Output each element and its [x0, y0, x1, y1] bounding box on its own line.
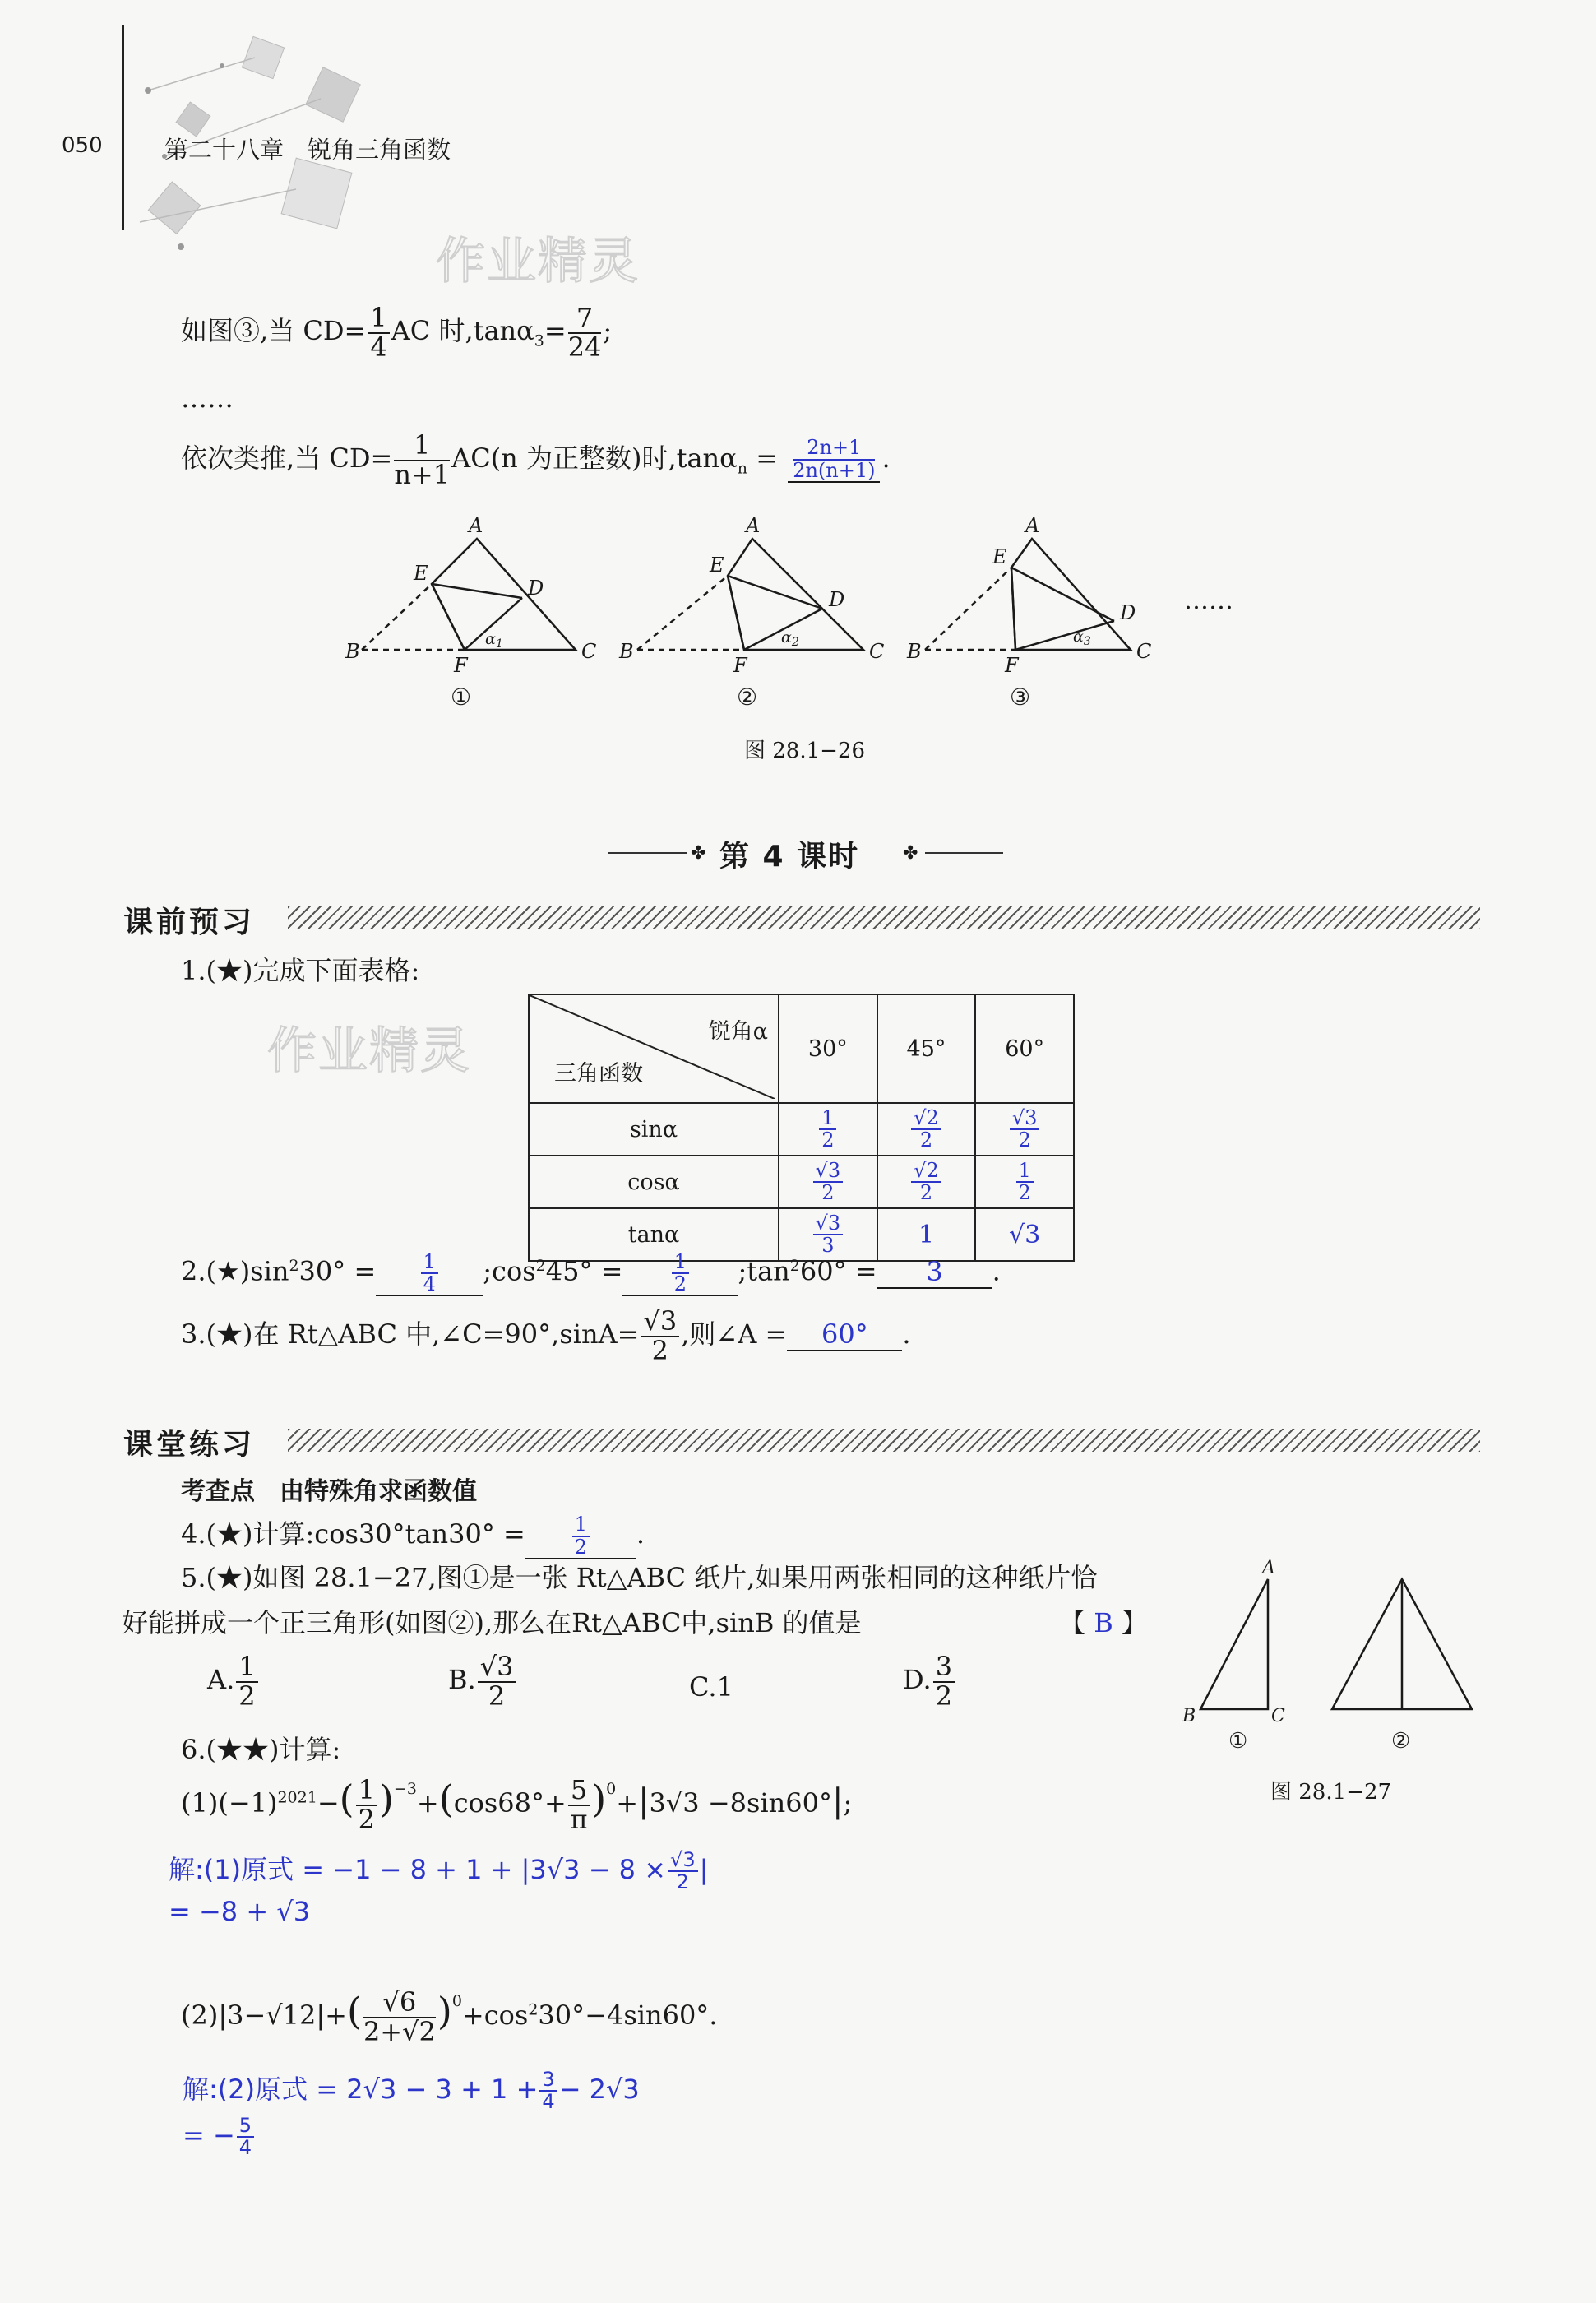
fig26-label-D2: D: [829, 588, 845, 611]
table-head-45: 45°: [877, 994, 976, 1103]
trig-table: [528, 994, 1075, 1262]
fig26-circled-3: ③: [1010, 683, 1031, 711]
fig27-circled-1: ①: [1228, 1729, 1248, 1754]
fig26-label-F2: F: [733, 654, 747, 677]
fig27-label-B: B: [1182, 1706, 1196, 1726]
q6-problem-2: (2)|3−√12|+( $\frac{√6}{2+√2}$ )$^0+\cos^230^\circ-4\sin 60^\circ$.: [181, 1986, 718, 2047]
intro-line-1: 如图③,当 CD= $\frac{1}{4}$ AC 时,tanα$_3$= $\frac{7}{24}$ ;: [181, 302, 613, 363]
fig26-label-E1: E: [414, 562, 428, 585]
q5-line2: 好能拼成一个正三角形(如图②),那么在Rt△ABC中,sinB 的值是: [122, 1607, 862, 1638]
section-preview-hatch: [288, 906, 1480, 929]
fig26-label-E3: E: [992, 545, 1007, 568]
q6-solution-2-line2: = − $\frac{5}{4}$: [183, 2115, 256, 2158]
q5-option-a: A. $\frac{1}{2}$: [207, 1653, 260, 1710]
chapter-title: 第二十八章 锐角三角函数: [164, 136, 451, 164]
lesson-rule-right: [925, 852, 1003, 854]
fig26-label-D3: D: [1120, 601, 1136, 624]
fig26-label-D1: D: [528, 577, 544, 600]
page-number: 050: [62, 133, 103, 158]
intro-ellipsis: ……: [181, 382, 234, 414]
fig26-label-C2: C: [869, 640, 885, 663]
table-row-tan: tanα: [529, 1208, 779, 1261]
table-row-cos: cosα: [529, 1156, 779, 1208]
q6-solution-1-line2: = −8 + √3: [169, 1896, 311, 1927]
fig26-label-E2: E: [710, 554, 724, 577]
fig26-label-B3: B: [907, 640, 922, 663]
q2: $2.(★)\sin^230^\circ$ = $\frac{1}{4}$ $;\cos^245^\circ$ = $\frac{1}{2}$ $;\tan^260^\circ = 3$ .: [181, 1250, 1001, 1296]
section-preview-title: 课前预习: [123, 906, 256, 939]
fig27-circled-2: ②: [1391, 1729, 1411, 1754]
cell-sin30: $\frac{1}{2}$: [779, 1103, 877, 1156]
section-practice-hatch: [288, 1429, 1480, 1452]
q5-option-d: D. $\frac{3}{2}$: [903, 1653, 956, 1710]
section-practice-title: 课堂练习: [123, 1428, 256, 1462]
cell-cos30: $\frac{√3}{2}$: [779, 1156, 877, 1208]
fig26-label-B2: B: [619, 640, 634, 663]
lesson-title-banner: [608, 833, 1003, 874]
figure-28-1-26: [345, 514, 1266, 720]
intro-line-3: 依次类推,当 CD= $\frac{1}{n+1}$ AC(n 为正整数)时,tanα$_n$ = $\frac{2n+1}{2n(n+1)}$ .: [181, 429, 891, 490]
fig26-label-F1: F: [454, 654, 468, 677]
fig27-label-A: A: [1262, 1559, 1275, 1578]
cell-tan45: 1: [877, 1208, 976, 1261]
q5-option-b: B. $\frac{√3}{2}$: [448, 1653, 517, 1710]
figure-28-1-27: [1176, 1559, 1488, 1764]
q5-line1: 5.(★)如图 28.1−27,图①是一张 Rt△ABC 纸片,如果用两张相同的这种纸片恰: [181, 1562, 1098, 1593]
table-head-30: 30°: [779, 994, 877, 1103]
practice-topic: 考查点 由特殊角求函数值: [181, 1477, 477, 1506]
lesson-ornament-left: ✤: [691, 843, 706, 864]
lesson-title: 第 4 课时: [719, 840, 860, 873]
header-rule: [122, 25, 124, 230]
fig27-label-C: C: [1271, 1706, 1285, 1726]
fig26-circled-2: ②: [737, 683, 758, 711]
fig26-alpha-3: $\alpha_3$: [1073, 628, 1091, 648]
fig26-circled-1: ①: [451, 683, 472, 711]
q4: 4.(★)计算:cos30°tan30° = $\frac{1}{2}$ .: [181, 1513, 645, 1559]
watermark: 作业精灵: [267, 1022, 471, 1080]
cell-sin60: $\frac{√3}{2}$: [975, 1103, 1074, 1156]
q3: 3.(★)在 Rt△ABC 中,∠C=90°,sinA= $\frac{√3}{2}$ ,则∠A = 60° .: [181, 1305, 911, 1366]
fig26-alpha-1: $\alpha_1$: [485, 630, 503, 651]
cell-cos45: $\frac{√2}{2}$: [877, 1156, 976, 1208]
q5-option-c: C.1: [689, 1671, 733, 1703]
fig26-label-B1: B: [345, 640, 360, 663]
table-row-sin: sinα: [529, 1103, 779, 1156]
fig26-label-A3: A: [1025, 514, 1040, 537]
cell-tan30: $\frac{√3}{3}$: [779, 1208, 877, 1261]
fig26-label-C3: C: [1136, 640, 1152, 663]
q6-solution-2-line1: 解:(2)原式 = 2√3 − 3 + 1 + $\frac{3}{4}$ − 2√3: [183, 2067, 640, 2113]
cell-cos60: $\frac{1}{2}$: [975, 1156, 1074, 1208]
figure-26-caption: 图 28.1−26: [744, 739, 866, 763]
q6-title: 6.(★★)计算:: [181, 1734, 341, 1765]
q6-problem-1: $(1)(-1)^{2021}-$( $\frac{1}{2}$ )$^{-3}$+(cos68°+ $\frac{5}{\pi}$ )$^0$+|3√3 −8sin60°|;: [181, 1774, 853, 1835]
fig26-more-dots: ……: [1184, 586, 1233, 615]
cell-tan60: √3: [975, 1208, 1074, 1261]
table-head-60: 60°: [975, 994, 1074, 1103]
fig26-label-A2: A: [746, 514, 761, 537]
q1-text: 1.(★)完成下面表格:: [181, 955, 420, 986]
lesson-ornament-right: ✤: [903, 843, 918, 864]
q5-answer-bracket: 【 B 】: [1059, 1607, 1148, 1638]
fig26-label-F3: F: [1005, 654, 1019, 677]
lesson-rule-left: [608, 852, 687, 854]
fig26-alpha-2: $\alpha_2$: [781, 628, 799, 649]
watermark: 作业精灵: [436, 233, 640, 290]
fig26-label-A1: A: [469, 514, 483, 537]
q6-solution-1-line1: 解:(1)原式 = −1 − 8 + 1 + |3√3 − 8 × $\frac{√3}{2}$ |: [169, 1847, 709, 1893]
fig26-label-C1: C: [581, 640, 597, 663]
table-corner: 锐角α 三角函数: [529, 994, 779, 1103]
figure-27-caption: 图 28.1−27: [1270, 1780, 1392, 1805]
cell-sin45: $\frac{√2}{2}$: [877, 1103, 976, 1156]
